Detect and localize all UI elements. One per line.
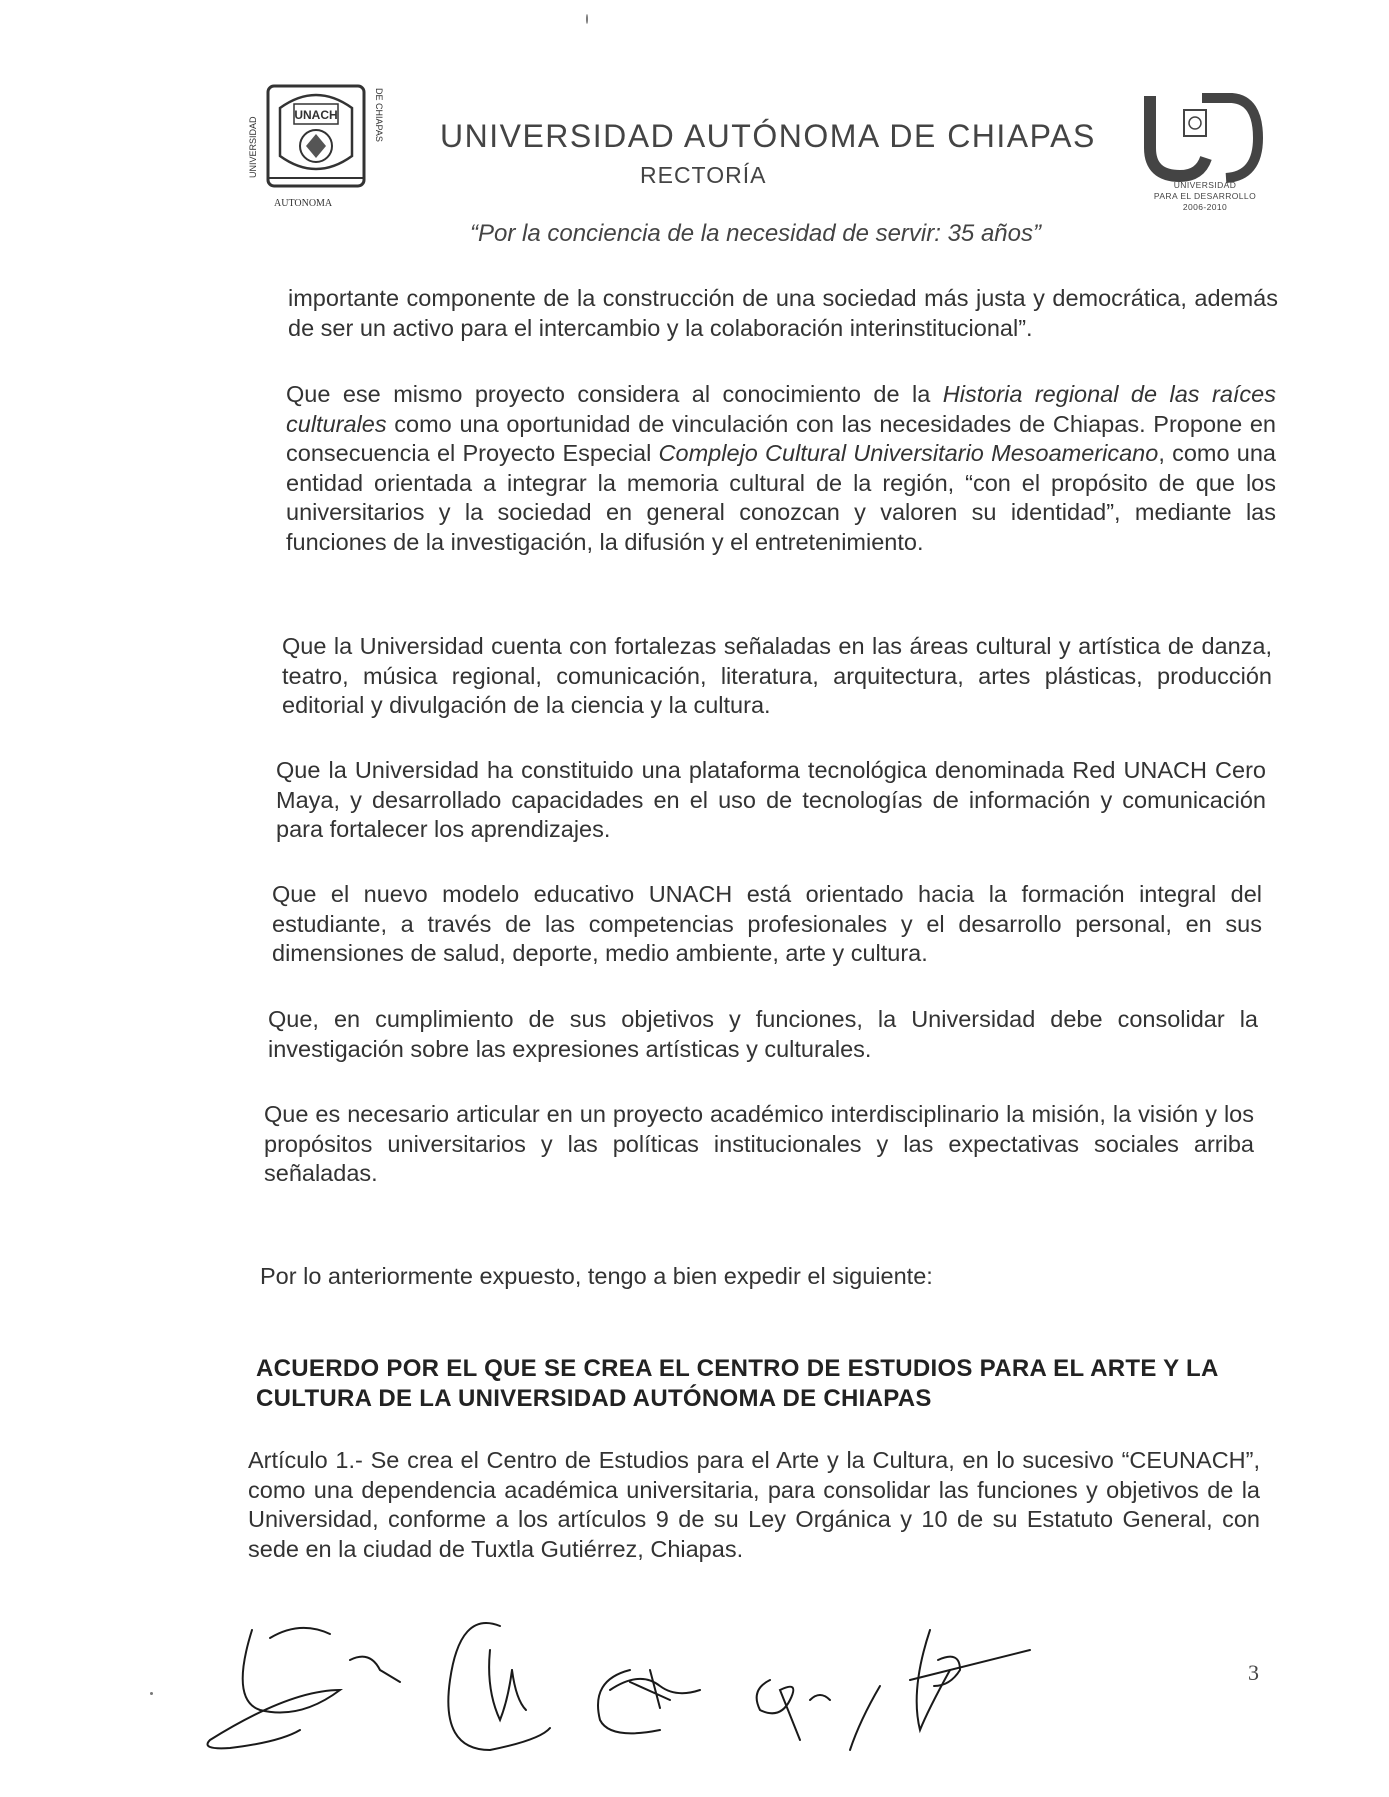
paragraph-2-italic-a: Historia regional de las raíces culturales [286,381,1276,437]
paragraph-2-text-c: , como una entidad orientada a integrar la memoria cultural de la región, “con el propósito de que los universitarios y la sociedad en general conozcan y valoren su identidad”, mediante las funciones de la investigación, la difusión y el entretenimiento. [286,440,1277,555]
paragraph-2 [286,380,1276,557]
ud-caption-line-1: UNIVERSIDAD [1173,180,1237,190]
ud-caption-line-2: PARA EL DESARROLLO [1153,191,1257,201]
paragraph-1: importante componente de la construcción de una sociedad más justa y democrática, además de ser un activo para el intercambio y la colaboración interinstitucional”. [288,285,1278,341]
paragraph-4: Que la Universidad ha constituido una plataforma tecnológica denominada Red UNACH Cero Maya, y desarrollado capacidades en el uso de tecnologías de información y comunicación para fortalecer los aprendizajes. [276,757,1266,842]
agreement-heading: ACUERDO POR EL QUE SE CREA EL CENTRO DE ESTUDIOS PARA EL ARTE Y LA CULTURA DE LA UNIVERSIDAD AUTÓNOMA DE CHIAPAS [256,1355,1218,1412]
paragraph-2-text-b: como una oportunidad de vinculación con las necesidades de Chiapas. Propone en consecuencia el Proyecto Especial [286,410,1276,466]
university-title: UNIVERSIDAD AUTÓNOMA DE CHIAPAS [440,118,1096,154]
paragraph-2-italic-b: Complejo Cultural Universitario Mesoamericano [658,440,1159,466]
paragraph-3: Que la Universidad cuenta con fortalezas señaladas en las áreas cultural y artística de danza, teatro, música regional, comunicación, literatura, arquitectura, artes plásticas, producción editorial y divulgación de la ciencia y la cultura. [282,633,1272,718]
unach-seal-logo [250,78,385,218]
paragraph-8: Por lo anteriormente expuesto, tengo a bien expedir el siguiente: [260,1263,933,1289]
scan-speck [586,14,588,24]
paragraph-2-text-a: Que ese mismo proyecto considera al conocimiento de la [286,381,943,407]
institutional-motto: “Por la conciencia de la necesidad de servir: 35 años” [470,220,1041,247]
ud-caption-line-3: 2006-2010 [1182,202,1228,212]
signature-5 [910,1630,1030,1730]
signature-1 [208,1628,401,1748]
page-number: 3 [1248,1660,1259,1685]
signature-3 [598,1670,700,1733]
seal-ring-right: DE CHIAPAS [374,88,384,142]
article-1: Artículo 1.- Se crea el Centro de Estudios para el Arte y la Cultura, en lo sucesivo “CEUNACH”, como una dependencia académica universitaria, para consolidar las funciones y objetivos de la Universidad, conforme a los artículos 9 de su Ley Orgánica y 10 de su Estatuto General, con sede en la ciudad de Tuxtla Gutiérrez, Chiapas. [248,1447,1260,1562]
seal-ring-left: UNIVERSIDAD [248,116,258,178]
paragraph-6: Que, en cumplimiento de sus objetivos y funciones, la Universidad debe consolidar la investigación sobre las expresiones artísticas y culturales. [268,1006,1258,1062]
office-subtitle: RECTORÍA [640,162,767,188]
signature-2 [448,1623,550,1750]
signature-4 [757,1680,880,1750]
ud-logo-caption [1140,180,1270,213]
scan-speck [150,1692,153,1695]
seal-center-label: UNACH [294,108,338,122]
seal-ring-bottom: AUTONOMA [274,198,333,209]
paragraph-7: Que es necesario articular en un proyecto académico interdisciplinario la misión, la visión y los propósitos universitarios y las políticas institucionales y las expectativas sociales arriba señaladas. [264,1101,1254,1186]
handwritten-signatures [190,1590,1070,1770]
paragraph-5: Que el nuevo modelo educativo UNACH está orientado hacia la formación integral del estudiante, a través de las competencias profesionales y el desarrollo personal, en sus dimensiones de salud, deporte, medio ambiente, arte y cultura. [272,881,1262,966]
